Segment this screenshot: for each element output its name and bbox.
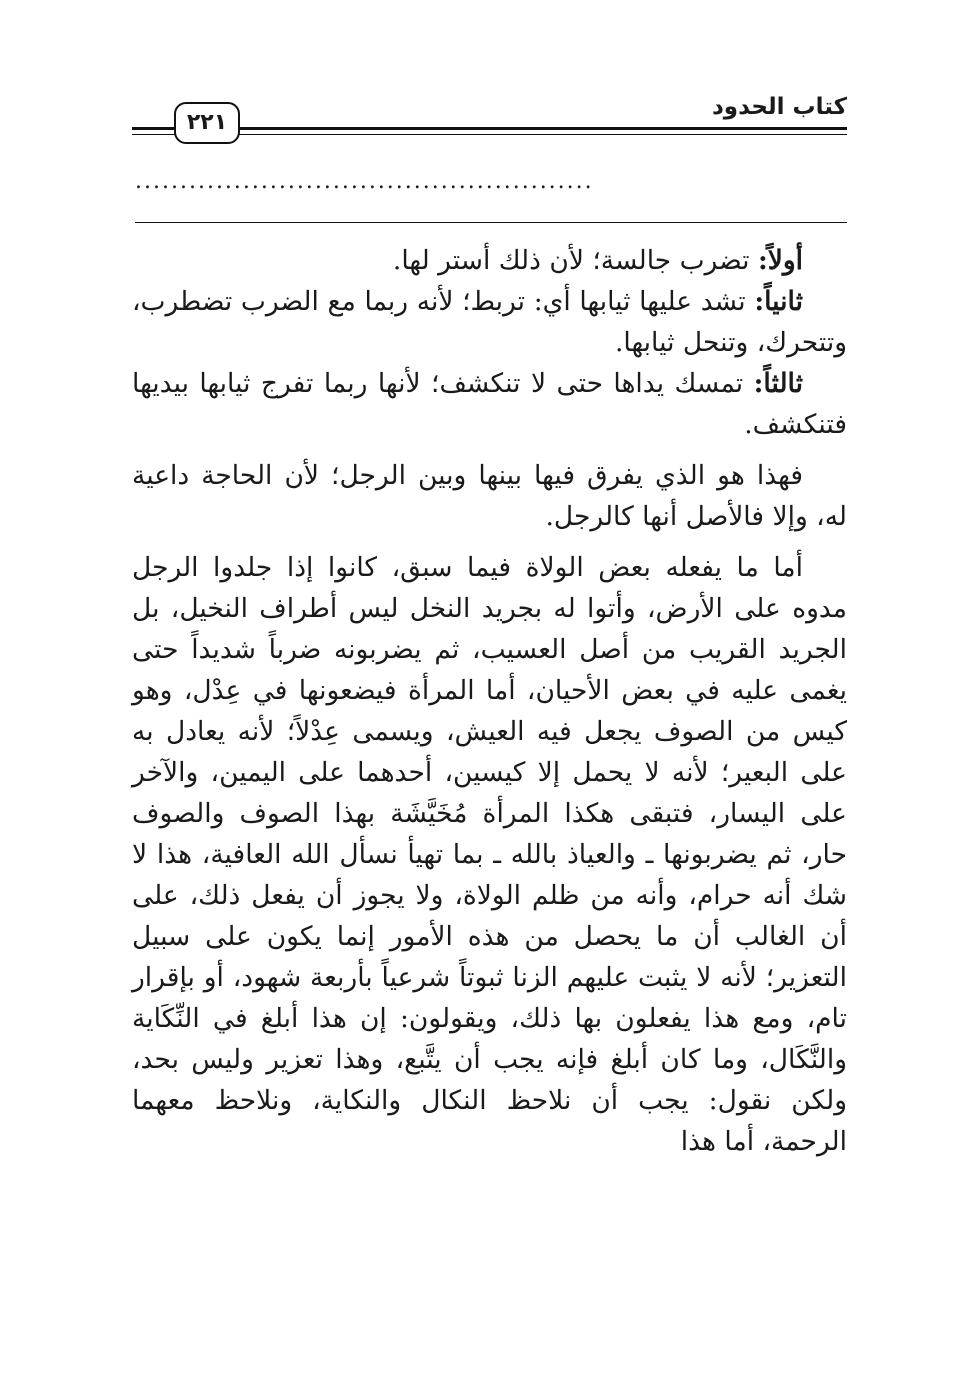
separator-line [135,222,847,223]
point-label: أولاً: [757,245,803,276]
point-third [132,363,847,445]
page-number: ٢٢١ [174,102,240,144]
book-title: كتاب الحدود [711,94,847,120]
paragraph: أما ما يفعله بعض الولاة فيما سبق، كانوا إذا جلدوا الرجل مدوه على الأرض، وأتوا له بجريد النخل ليس أطراف النخيل، بل الجريد القريب من أصل العسيب، ثم يضربونه ضرباً شديداً حتى يغمى عليه في بعض الأحيان، أما المرأة فيضعونها في عِدْل، وهو كيس من الصوف يجعل فيه العيش، ويسمى عِدْلاً؛ لأنه يعادل به على البعير؛ لأنه لا يحمل إلا كيسين، أحدهما على اليمين، والآخر على اليسار، فتبقى هكذا المرأة مُخَيَّشَة بهذا الصوف والصوف حار، ثم يضربونها ـ والعياذ بالله ـ بما تهيأ نسأل الله العافية، هذا لا شك أنه حرام، وأنه من ظلم الولاة، ولا يجوز أن يفعل ذلك، على أن الغالب أن ما يحصل من هذه الأمور إنما يكون على سبيل التعزير؛ لأنه لا يثبت عليهم الزنا ثبوتاً شرعياً بأربعة شهود، أو بإقرار تام، ومع هذا يفعلون بها ذلك، ويقولون: إن هذا أبلغ في النِّكَاية والنَّكَال، وما كان أبلغ فإنه يجب أن يتَّبع، وهذا تعزير وليس بحد، ولكن نقول: يجب أن نلاحظ النكال والنكاية، ونلاحظ معهما الرحمة، أما هذا [132,552,847,1157]
point-text: تضرب جالسة؛ لأن ذلك أستر لها. [392,245,758,276]
point-second [132,281,847,363]
point-label: ثانياً: [754,286,803,317]
separator-dots: ................................................... [135,170,594,194]
point-first [132,240,847,281]
paragraph: فهذا هو الذي يفرق فيها بينها وبين الرجل؛ لأن الحاجة داعية له، وإلا فالأصل أنها كالرجل. [132,460,847,532]
point-text: تشد عليها ثيابها أي: تربط؛ لأنه ربما مع الضرب تضطرب، وتتحرك، وتنحل ثيابها. [132,286,847,358]
point-label: ثالثاً: [753,368,803,399]
point-text: تمسك يداها حتى لا تنكشف؛ لأنها ربما تفرج ثيابها بيديها فتنكشف. [132,368,847,440]
page-content [132,240,847,1162]
page-header [132,92,847,152]
